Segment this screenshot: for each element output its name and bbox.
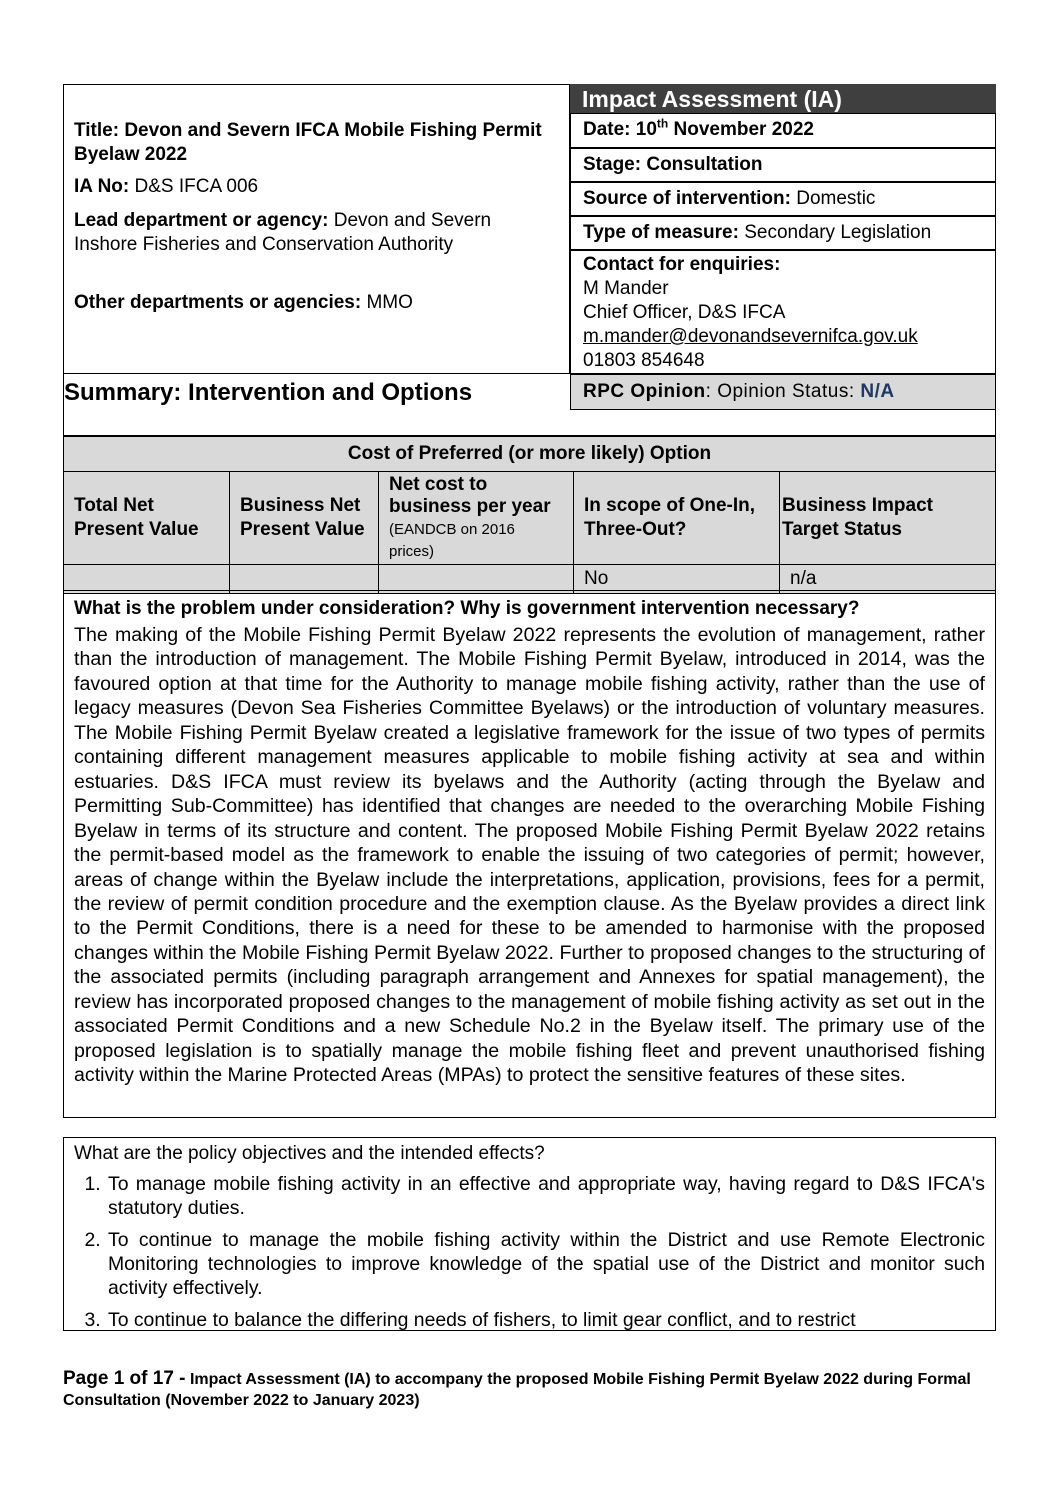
other-departments xyxy=(74,291,559,315)
type-label: Type of measure: xyxy=(583,222,739,243)
contact-label: Contact for enquiries: xyxy=(583,254,781,275)
contact-name: M Mander xyxy=(583,278,669,299)
stage-row: Stage: Consultation xyxy=(570,148,996,182)
cost-table-caption: Cost of Preferred (or more likely) Option xyxy=(64,437,996,472)
problem-section xyxy=(63,590,996,1118)
header-total-npv: Total Net Present Value xyxy=(64,472,230,565)
list-item: 3. To continue to balance the differing needs of fishers, to limit gear conflict, and to restrict xyxy=(106,1308,985,1331)
value-scope: No xyxy=(574,565,780,594)
header-scope: In scope of One-In, Three-Out? xyxy=(574,472,780,565)
contact-row xyxy=(570,250,996,374)
date-rest: November 2022 xyxy=(668,119,814,140)
contact-role: Chief Officer, D&S IFCA xyxy=(583,302,786,323)
lead-label: Lead department or agency: xyxy=(74,210,329,231)
rpc-text: : Opinion Status: xyxy=(705,381,861,402)
spacer-row xyxy=(63,410,996,436)
header-target-status: Business Impact Target Status xyxy=(780,472,996,565)
header-net-cost xyxy=(379,472,574,565)
cost-table xyxy=(63,436,996,594)
lead-value: Devon and Severn Inshore Fisheries and Conservation Authority xyxy=(74,210,492,255)
ia-number xyxy=(74,175,559,199)
contact-phone: 01803 854648 xyxy=(583,350,705,371)
title-value: Devon and Severn IFCA Mobile Fishing Permit Byelaw 2022 xyxy=(74,120,542,165)
source-label: Source of intervention: xyxy=(583,188,791,209)
impact-assessment-banner: Impact Assessment (IA) xyxy=(570,84,996,114)
type-value: Secondary Legislation xyxy=(744,222,932,243)
summary-heading: Summary: Intervention and Options xyxy=(63,374,570,410)
rpc-value: N/A xyxy=(860,381,895,402)
list-item: 2. To continue to manage the mobile fishing activity within the District and use Remote Electronic Monitoring technologies to improve knowledge of the spatial use of the District and monitor such activity effectively. xyxy=(106,1228,985,1300)
source-row xyxy=(570,182,996,216)
policy-objectives-list xyxy=(74,1172,985,1331)
other-label: Other departments or agencies: xyxy=(74,292,362,313)
list-item: 1. To manage mobile fishing activity in an effective and appropriate way, having regard to D&S IFCA's statutory duties. xyxy=(106,1172,985,1220)
value-target-status: n/a xyxy=(780,565,996,594)
date-suffix: th xyxy=(656,116,669,131)
rpc-opinion xyxy=(570,374,996,410)
date-label: Date: 10 xyxy=(583,119,657,140)
ia-details-panel xyxy=(63,84,570,374)
source-value: Domestic xyxy=(796,188,876,209)
problem-text: The making of the Mobile Fishing Permit Byelaw 2022 represents the evolution of management, rather than the introduction of management. The Mobile Fishing Permit Byelaw, introduced in 2014, was the favoured option at that time for the Authority to manage mobile fishing activity, rather than the use of legacy measures (Devon Sea Fisheries Committee Byelaws) or the introduction of voluntary measures. The Mobile Fishing Permit Byelaw created a legislative framework for the issue of two types of permits containing different management measures applicable to mobile fishing activity at sea and within estuaries. D&S IFCA must review its byelaws and the Authority (acting through the Byelaw and Permitting Sub-Committee) has identified that changes are needed to the overarching Mobile Fishing Byelaw in terms of its structure and content. The proposed Mobile Fishing Permit Byelaw 2022 retains the permit-based model as the framework to enable the issuing of two categories of permit; however, areas of change within the Byelaw include the interpretations, application, provisions, fees for a permit, the review of permit condition procedure and the exemption clause. As the Byelaw provides a direct link to the Permit Conditions, there is a need for these to be amended to harmonise with the proposed changes within the Mobile Fishing Permit Byelaw 2022. Further to proposed changes to the structuring of the associated permits (including paragraph arrangement and Annexes for spatial management), the review has incorporated proposed changes to the management of mobile fishing activity as set out in the associated Permit Conditions and a new Schedule No.2 in the Byelaw itself. The primary use of the proposed legislation is to spatially manage the mobile fishing fleet and prevent unauthorised fishing activity within the Marine Protected Areas (MPAs) to protect the sensitive features of these sites. xyxy=(74,624,985,1087)
page-footer xyxy=(63,1368,996,1411)
other-value: MMO xyxy=(366,292,413,313)
rpc-label: RPC Opinion xyxy=(583,381,706,402)
footer-text: Impact Assessment (IA) to accompany the proposed Mobile Fishing Permit Byelaw 2022 during Formal Consultation (November 2022 to January 2023) xyxy=(63,1371,971,1409)
page-number: Page 1 of 17 - xyxy=(63,1368,186,1389)
header-business-npv: Business Net Present Value xyxy=(230,472,379,565)
title-label: Title: xyxy=(74,120,120,141)
ia-title xyxy=(74,119,559,167)
policy-question: What are the policy objectives and the intended effects? xyxy=(74,1143,545,1164)
type-row xyxy=(570,216,996,250)
net-cost-label: Net cost to business per year xyxy=(389,474,551,517)
lead-department xyxy=(74,209,559,257)
net-cost-note: (EANDCB on 2016 prices) xyxy=(389,521,515,560)
contact-email-link[interactable]: m.mander@devonandsevernifca.gov.uk xyxy=(583,326,918,347)
ia-no-label: IA No: xyxy=(74,176,130,197)
problem-question: What is the problem under consideration? Why is government intervention necessary? xyxy=(74,598,860,619)
ia-no-value: D&S IFCA 006 xyxy=(134,176,259,197)
policy-section xyxy=(63,1137,996,1331)
date-row xyxy=(570,113,996,148)
